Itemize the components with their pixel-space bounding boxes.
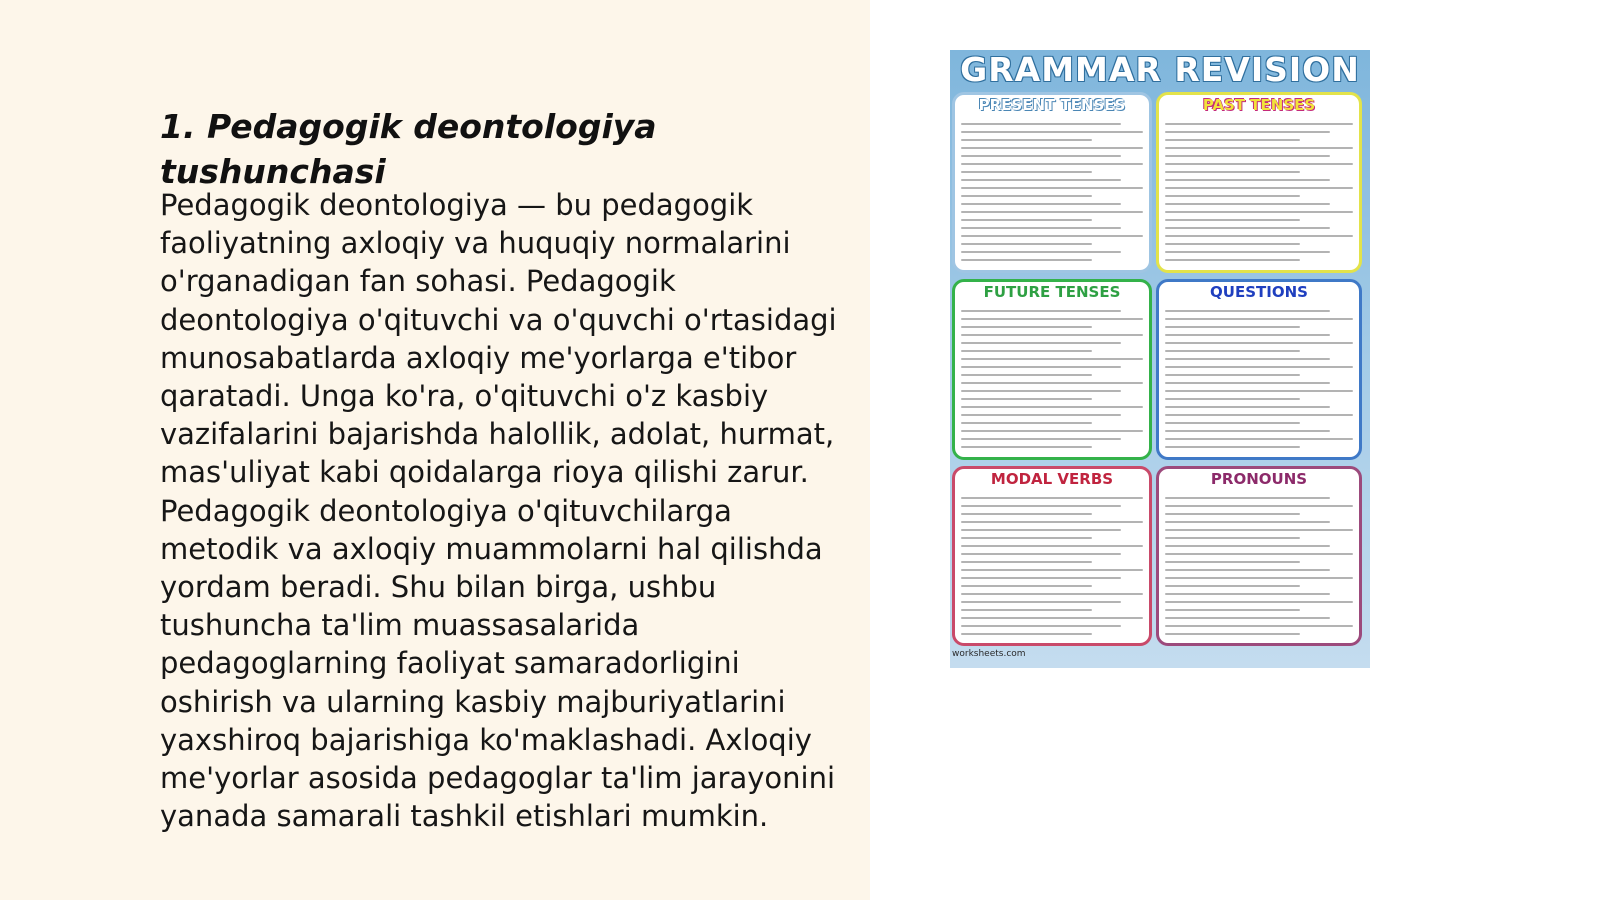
exercise-line [1165, 577, 1353, 579]
exercise-line [961, 259, 1092, 261]
exercise-line [1165, 155, 1330, 157]
exercise-line [1165, 569, 1330, 571]
present-tenses-heading: PRESENT TENSES [978, 96, 1126, 114]
exercise-line [961, 342, 1121, 344]
exercise-line [1165, 195, 1300, 197]
exercise-line [1165, 446, 1300, 448]
exercise-lines [1159, 114, 1359, 261]
exercise-line [1165, 203, 1330, 205]
pronouns-heading: PRONOUNS [1210, 470, 1308, 488]
exercise-lines [955, 301, 1149, 448]
exercise-line [1165, 179, 1330, 181]
exercise-line [961, 505, 1121, 507]
exercise-line [961, 163, 1143, 165]
exercise-line [961, 601, 1121, 603]
exercise-line [1165, 390, 1353, 392]
exercise-line [961, 577, 1121, 579]
exercise-line [1165, 505, 1353, 507]
exercise-line [1165, 187, 1353, 189]
exercise-line [1165, 601, 1353, 603]
past-tenses-heading: PAST TENSES [1202, 96, 1316, 114]
exercise-line [1165, 310, 1330, 312]
exercise-line [1165, 131, 1330, 133]
exercise-line [1165, 609, 1300, 611]
exercise-line [961, 569, 1143, 571]
exercise-line [1165, 171, 1300, 173]
exercise-line [1165, 243, 1300, 245]
exercise-line [961, 414, 1121, 416]
exercise-line [961, 187, 1143, 189]
exercise-line [961, 195, 1092, 197]
exercise-line [961, 318, 1143, 320]
exercise-line [1165, 438, 1353, 440]
exercise-line [961, 326, 1092, 328]
exercise-line [1165, 513, 1300, 515]
exercise-line [961, 139, 1092, 141]
exercise-line [1165, 529, 1353, 531]
pronouns-box [1156, 466, 1362, 646]
exercise-line [1165, 521, 1330, 523]
exercise-line [1165, 414, 1353, 416]
exercise-line [961, 422, 1092, 424]
exercise-line [1165, 358, 1330, 360]
exercise-line [961, 310, 1121, 312]
future-tenses-box [952, 279, 1152, 460]
exercise-line [1165, 561, 1300, 563]
future-tenses-heading: FUTURE TENSES [983, 283, 1121, 301]
exercise-line [961, 171, 1092, 173]
exercise-lines [955, 114, 1149, 261]
exercise-line [961, 147, 1143, 149]
exercise-line [961, 203, 1121, 205]
exercise-line [961, 131, 1143, 133]
exercise-line [961, 545, 1143, 547]
exercise-line [961, 243, 1092, 245]
exercise-line [961, 446, 1092, 448]
exercise-line [1165, 585, 1300, 587]
exercise-line [1165, 593, 1330, 595]
exercise-line [961, 438, 1121, 440]
exercise-line [961, 358, 1143, 360]
exercise-line [1165, 235, 1353, 237]
worksheet-footer: worksheets.com [952, 649, 1026, 659]
exercise-line [961, 585, 1092, 587]
exercise-line [961, 235, 1143, 237]
exercise-line [961, 382, 1143, 384]
exercise-line [1165, 406, 1330, 408]
exercise-line [961, 513, 1092, 515]
exercise-line [1165, 617, 1330, 619]
exercise-line [1165, 633, 1300, 635]
exercise-line [1165, 147, 1353, 149]
exercise-line [961, 390, 1121, 392]
exercise-line [961, 537, 1092, 539]
exercise-line [1165, 350, 1300, 352]
exercise-line [1165, 326, 1300, 328]
exercise-line [1165, 139, 1300, 141]
modal-verbs-heading: MODAL VERBS [990, 470, 1114, 488]
exercise-line [1165, 537, 1300, 539]
exercise-line [961, 366, 1121, 368]
exercise-line [961, 155, 1121, 157]
exercise-line [961, 497, 1143, 499]
exercise-line [961, 211, 1143, 213]
exercise-line [1165, 430, 1330, 432]
exercise-lines [1159, 301, 1359, 448]
exercise-line [961, 251, 1121, 253]
exercise-line [1165, 553, 1353, 555]
exercise-line [1165, 211, 1353, 213]
exercise-lines [955, 488, 1149, 635]
exercise-line [961, 529, 1121, 531]
exercise-lines [1159, 488, 1359, 635]
exercise-line [1165, 342, 1353, 344]
exercise-line [1165, 366, 1353, 368]
slide-title: 1. Pedagogik deontologiya tushunchasi [160, 107, 657, 191]
exercise-line [961, 374, 1092, 376]
questions-box [1156, 279, 1362, 460]
exercise-line [1165, 625, 1353, 627]
questions-heading: QUESTIONS [1210, 283, 1308, 301]
grammar-worksheet-image [950, 50, 1370, 668]
exercise-line [961, 609, 1092, 611]
exercise-line [1165, 545, 1330, 547]
exercise-line [1165, 422, 1300, 424]
exercise-line [1165, 398, 1300, 400]
exercise-line [961, 430, 1143, 432]
exercise-line [961, 334, 1143, 336]
exercise-line [1165, 227, 1330, 229]
exercise-line [961, 219, 1092, 221]
exercise-line [961, 593, 1143, 595]
exercise-line [1165, 334, 1330, 336]
exercise-line [961, 617, 1143, 619]
slide-body-text: Pedagogik deontologiya — bu pedagogik faoliyatning axloqiy va huquqiy normalarini o'rganadigan fan sohasi. Pedagogik deontologiya o'qituvchi va o'quvchi o'rtasidagi munosabatlarda axloqiy me'yorlarga e'tibor qaratadi. Unga ko'ra, o'qituvchi o'z kasbiy vazifalarini bajarishda halollik, adolat, hurmat, mas'uliyat kabi qoidalarga rioya qilishi zarur. Pedagogik deontologiya o'qituvchilarga metodik va axloqiy muammolarni hal qilishda yordam beradi. Shu bilan birga, ushbu tushuncha ta'lim muassasalarida pedagoglarning faoliyat samaradorligini oshirish va ularning kasbiy majburiyatlarini yaxshiroq bajarishiga ko'maklashadi. Axloqiy me'yorlar asosida pedagoglar ta'lim jarayonini yanada samarali tashkil etishlari mumkin. [160, 188, 837, 834]
exercise-line [961, 350, 1092, 352]
exercise-line [961, 123, 1121, 125]
exercise-line [961, 521, 1143, 523]
exercise-line [961, 553, 1121, 555]
exercise-line [961, 633, 1092, 635]
exercise-line [1165, 251, 1330, 253]
exercise-line [1165, 259, 1300, 261]
exercise-line [961, 179, 1121, 181]
exercise-line [961, 406, 1143, 408]
exercise-line [1165, 382, 1330, 384]
exercise-line [1165, 219, 1300, 221]
exercise-line [961, 227, 1121, 229]
exercise-line [1165, 163, 1353, 165]
exercise-line [1165, 497, 1330, 499]
present-tenses-box [952, 92, 1152, 273]
exercise-line [961, 561, 1092, 563]
exercise-line [961, 398, 1092, 400]
modal-verbs-box [952, 466, 1152, 646]
exercise-line [1165, 123, 1353, 125]
exercise-line [1165, 374, 1300, 376]
past-tenses-box [1156, 92, 1362, 273]
exercise-line [961, 625, 1121, 627]
worksheet-title: GRAMMAR REVISION [960, 50, 1360, 89]
exercise-line [1165, 318, 1353, 320]
